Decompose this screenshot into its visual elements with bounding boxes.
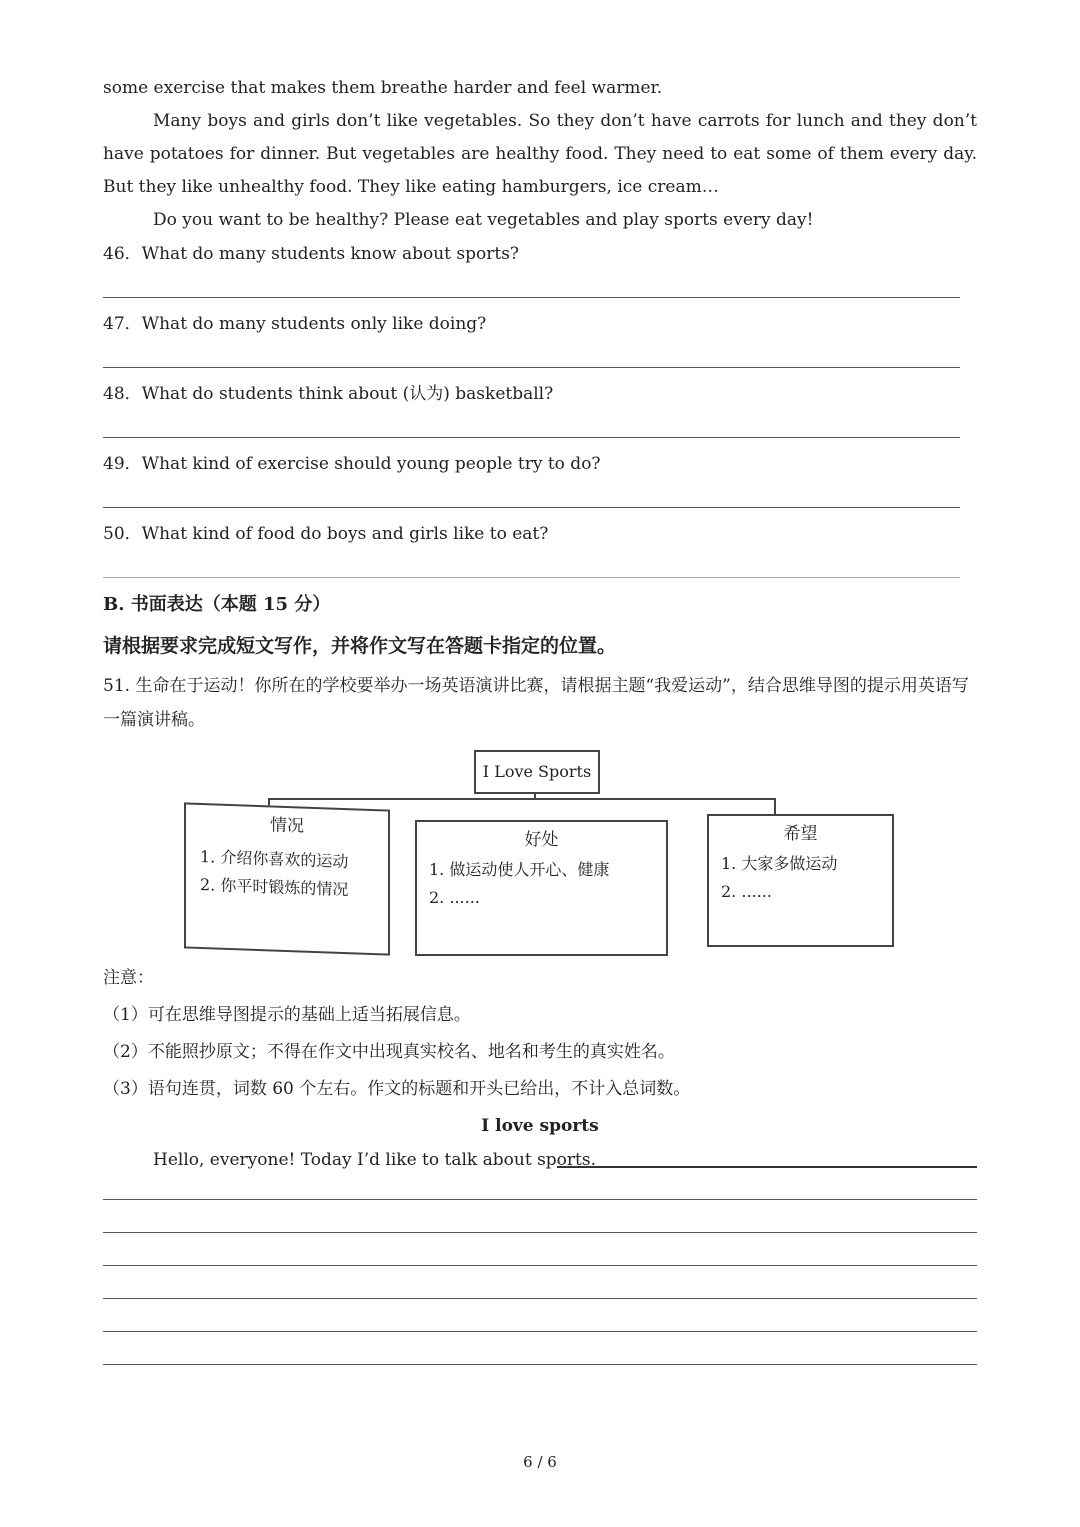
essay-opening: Hello, everyone! Today I’d like to talk about sports. <box>153 1150 597 1170</box>
question-49: 49．What kind of exercise should young people try to do? <box>103 454 601 474</box>
question-47: 47．What do many students only like doing? <box>103 314 487 334</box>
answer-line-49[interactable] <box>103 507 960 508</box>
mindmap-connector-horizontal <box>268 798 776 800</box>
notes-label: 注意： <box>103 968 154 988</box>
mindmap-box-benefits-item-1: 1. 做运动使人开心、健康 <box>429 860 610 879</box>
mindmap-box-situation-title: 情况 <box>270 815 304 837</box>
answer-line-50[interactable] <box>103 577 960 578</box>
mindmap-root-label: I Love Sports <box>482 762 592 781</box>
passage-paragraph-last: Do you want to be healthy? Please eat vegetables and play sports every day! <box>153 210 814 230</box>
mindmap-box-benefits <box>415 820 668 956</box>
mindmap-box-situation-item-1: 1. 介绍你喜欢的运动 <box>200 846 349 872</box>
essay-line[interactable] <box>103 1298 977 1299</box>
essay-line[interactable] <box>103 1199 977 1200</box>
essay-line[interactable] <box>103 1232 977 1233</box>
note-2: （2）不能照抄原文；不得在作文中出现真实校名、地名和考生的真实姓名。 <box>103 1042 675 1062</box>
mindmap-root-box <box>474 750 600 794</box>
answer-line-46[interactable] <box>103 297 960 298</box>
question-48: 48．What do students think about (认为) basketball? <box>103 384 554 404</box>
question-46: 46．What do many students know about sports? <box>103 244 520 264</box>
mindmap-box-benefits-title: 好处 <box>524 830 559 850</box>
mindmap-box-hopes-item-2: 2. ...... <box>721 882 772 901</box>
question-50: 50．What kind of food do boys and girls like to eat? <box>103 524 549 544</box>
passage-paragraph: Many boys and girls don’t like vegetables. So they don’t have carrots for lunch and they don’t have potatoes for dinner. But vegetables are healthy food. They need to eat some of them every day. But they like unhealthy food. They like eating hamburgers, ice cream… <box>103 111 977 197</box>
passage-line-top: some exercise that makes them breathe harder and feel warmer. <box>103 78 663 98</box>
essay-line[interactable] <box>103 1265 977 1266</box>
section-b-instruction: 请根据要求完成短文写作，并将作文写在答题卡指定的位置。 <box>103 635 617 657</box>
page-number: 6 / 6 <box>523 1453 557 1471</box>
mindmap-box-benefits-item-2: 2. ...... <box>429 888 480 907</box>
mindmap-box-hopes-item-1: 1. 大家多做运动 <box>721 854 838 873</box>
mindmap-box-hopes <box>707 814 894 947</box>
note-1: （1）可在思维导图提示的基础上适当拓展信息。 <box>103 1005 471 1025</box>
essay-line[interactable] <box>103 1331 977 1332</box>
answer-line-47[interactable] <box>103 367 960 368</box>
mindmap-box-hopes-title: 希望 <box>783 824 818 844</box>
section-b-heading: B. 书面表达（本题 15 分） <box>103 594 331 615</box>
mindmap-box-situation-item-2: 2. 你平时锻炼的情况 <box>200 874 349 900</box>
writing-prompt: 51. 生命在于运动！你所在的学校要举办一场英语演讲比赛，请根据主题“我爱运动”，结合思维导图的提示用英语写一篇演讲稿。 <box>103 676 969 730</box>
mindmap-box-situation <box>184 802 390 955</box>
essay-title: I love sports <box>481 1116 599 1136</box>
note-3: （3）语句连贯，词数 60 个左右。作文的标题和开头已给出，不计入总词数。 <box>103 1079 691 1099</box>
essay-line-first[interactable] <box>557 1166 977 1168</box>
answer-line-48[interactable] <box>103 437 960 438</box>
essay-line[interactable] <box>103 1364 977 1365</box>
